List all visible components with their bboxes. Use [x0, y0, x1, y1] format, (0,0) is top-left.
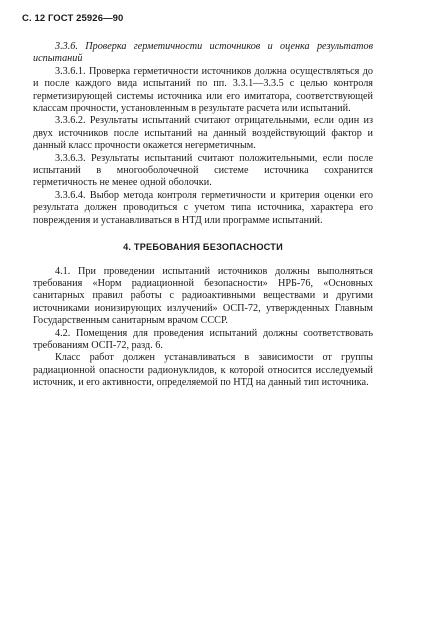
section-title-safety: 4. ТРЕБОВАНИЯ БЕЗОПАСНОСТИ: [123, 242, 283, 253]
paragraph-4-1: 4.1. При проведении испытаний источников должны выполняться требования «Норм радиационной безопасности» НРБ-76, «Основных санитарных правил работы с радиоактивными веществами и другими источниками ионизирующих излучений» ОСП-72, утвержденных Главным Государственным санитарным врачом СССР.: [33, 265, 373, 327]
page-header: С. 12 ГОСТ 25926—90: [22, 13, 124, 24]
paragraph-3-3-6-4: 3.3.6.4. Выбор метода контроля герметичности и критерия оценки его результата должен проводиться с учетом типа источника, характера его повреждения и устанавливаться в НТД или программе испытаний.: [33, 189, 373, 226]
paragraph-4-2: 4.2. Помещения для проведения испытаний должны соответствовать требованиям ОСП-72, разд. 6.: [33, 327, 373, 351]
paragraph-3-3-6-1: 3.3.6.1. Проверка герметичности источников должна осуществляться до и после каждого вида испытаний по пп. 3.3.1—3.3.5 с целью контроля герметизирующей системы источника или его имитатора, соответствующей классам прочности, установленным в результате расчета или испытаний.: [33, 65, 373, 115]
paragraph-3-3-6-2: 3.3.6.2. Результаты испытаний считают отрицательными, если один из двух источников после испытаний на данный воздействующий фактор и данный класс прочности окажется негерметичным.: [33, 115, 373, 152]
paragraph-work-class: Класс работ должен устанавливаться в зависимости от группы радиационной опасности радионуклидов, к которой относится исследуемый источник, и его активности, определяемой по НТД на данный тип источника.: [33, 352, 373, 389]
subsection-heading-3-3-6: 3.3.6. Проверка герметичности источников и оценка результатов испытаний: [33, 41, 373, 65]
body-text: [33, 41, 373, 390]
paragraph-3-3-6-3: 3.3.6.3. Результаты испытаний считают положительными, если после испытаний в многооболочечной системе источника сохранится герметичность не менее одной оболочки.: [33, 152, 373, 189]
